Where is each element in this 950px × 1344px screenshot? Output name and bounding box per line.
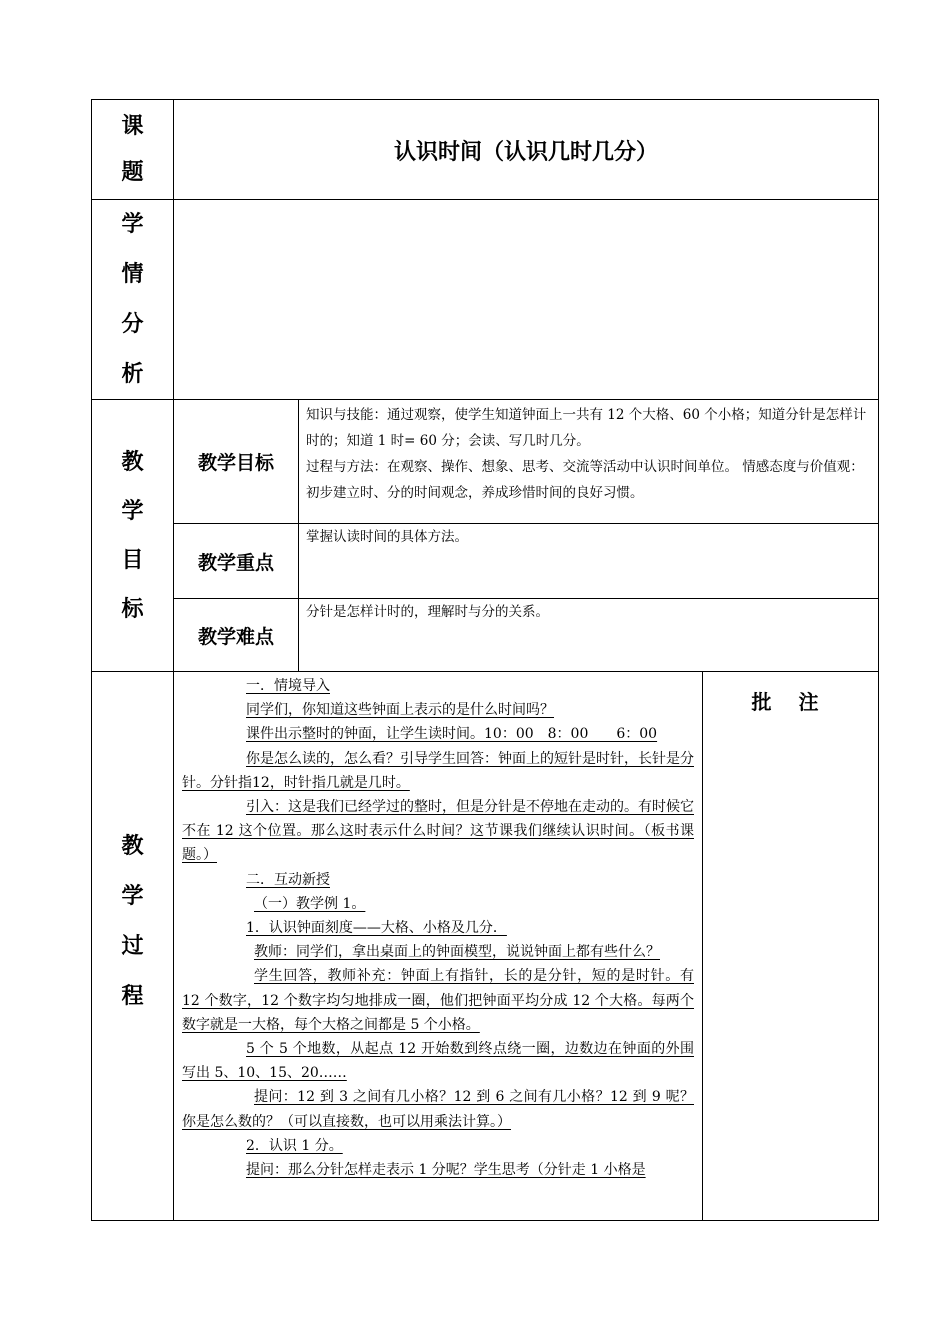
process-paragraph: 提问：那么分针怎样走表示 1 分呢？学生思考（分针走 1 小格是 — [246, 1162, 646, 1179]
process-paragraph: 引入：这是我们已经学过的整时，但是分针是不停地在走动的。有时候它不在 12 这个位置。那么这时表示什么时间？这节课我们继续认识时间。（板书课题。） — [182, 799, 694, 864]
process-paragraph: （一）教学例 1。 — [254, 895, 366, 912]
process-paragraph: 5 个 5 个地数，从起点 12 开始数到终点绕一圈，边数边在钟面的外围写出 5、10、15、20…… — [182, 1041, 694, 1082]
key-point-text: 掌握认读时间的具体方法。 — [306, 529, 468, 545]
process-paragraph: 1．认识钟面刻度——大格、小格及几分． — [246, 920, 507, 937]
goals-label: 教学目标 — [197, 452, 274, 474]
row-divider-objectives — [91, 671, 879, 672]
notes-label: 批 注 — [751, 690, 829, 714]
lesson-title: 认识时间（认识几时几分） — [393, 139, 658, 165]
sub-label-divider — [298, 399, 299, 671]
goals-text — [306, 402, 870, 506]
difficulty-label: 教学难点 — [197, 625, 274, 648]
goals-line-process: 过程与方法：在观察、操作、想象、思考、交流等活动中认识时间单位。 情感态度与价值观：初步建立时、分的时间观念，养成珍惜时间的良好习惯。 — [306, 459, 864, 501]
process-content — [182, 674, 694, 1182]
process-paragraph: 一．情境导入 — [246, 678, 330, 694]
analysis-label: 学 情 分 析 — [121, 211, 144, 387]
key-point-label: 教学重点 — [197, 551, 274, 574]
process-paragraph: 你是怎么读的，怎么看？引导学生回答：钟面上的短针是时针，长针是分针。分针指12，时针指几就是几时。 — [182, 750, 694, 791]
topic-label: 课 题 — [121, 113, 144, 185]
process-paragraph: 教师：同学们，拿出桌面上的钟面模型，说说钟面上都有些什么？ — [254, 944, 660, 961]
difficulty-text: 分针是怎样计时的，理解时与分的关系。 — [306, 604, 549, 620]
process-paragraph: 2．认识 1 分。 — [246, 1137, 343, 1154]
goals-line-knowledge: 知识与技能：通过观察，使学生知道钟面上一共有 12 个大格、60 个小格；知道分针是怎样计时的；知道 1 时= 60 分；会读、写几时几分。 — [306, 407, 867, 449]
process-paragraph: 学生回答，教师补充：钟面上有指针，长的是分针，短的是时针。有 12 个数字，12 个数字均匀地排成一圈，他们把钟面平均分成 12 个大格。每两个数字就是一大格，每个大格之间都是 5 个小格。 — [182, 968, 694, 1033]
notes-column-divider — [702, 671, 703, 1221]
process-label: 教 学 过 程 — [121, 834, 144, 1009]
process-paragraph: 提问：12 到 3 之间有几小格？12 到 6 之间有几小格？12 到 9 呢？你是怎么数的？（可以直接数，也可以用乘法计算。） — [182, 1089, 694, 1130]
process-paragraph: 同学们，你知道这些钟面上表示的是什么时间吗？ — [246, 702, 554, 719]
process-paragraph: 课件出示整时的钟面，让学生读时间。10：00 8：00 6：00 — [246, 726, 658, 743]
process-paragraph: 二．互动新授 — [246, 871, 330, 888]
objectives-label: 教 学 目 标 — [121, 449, 144, 622]
